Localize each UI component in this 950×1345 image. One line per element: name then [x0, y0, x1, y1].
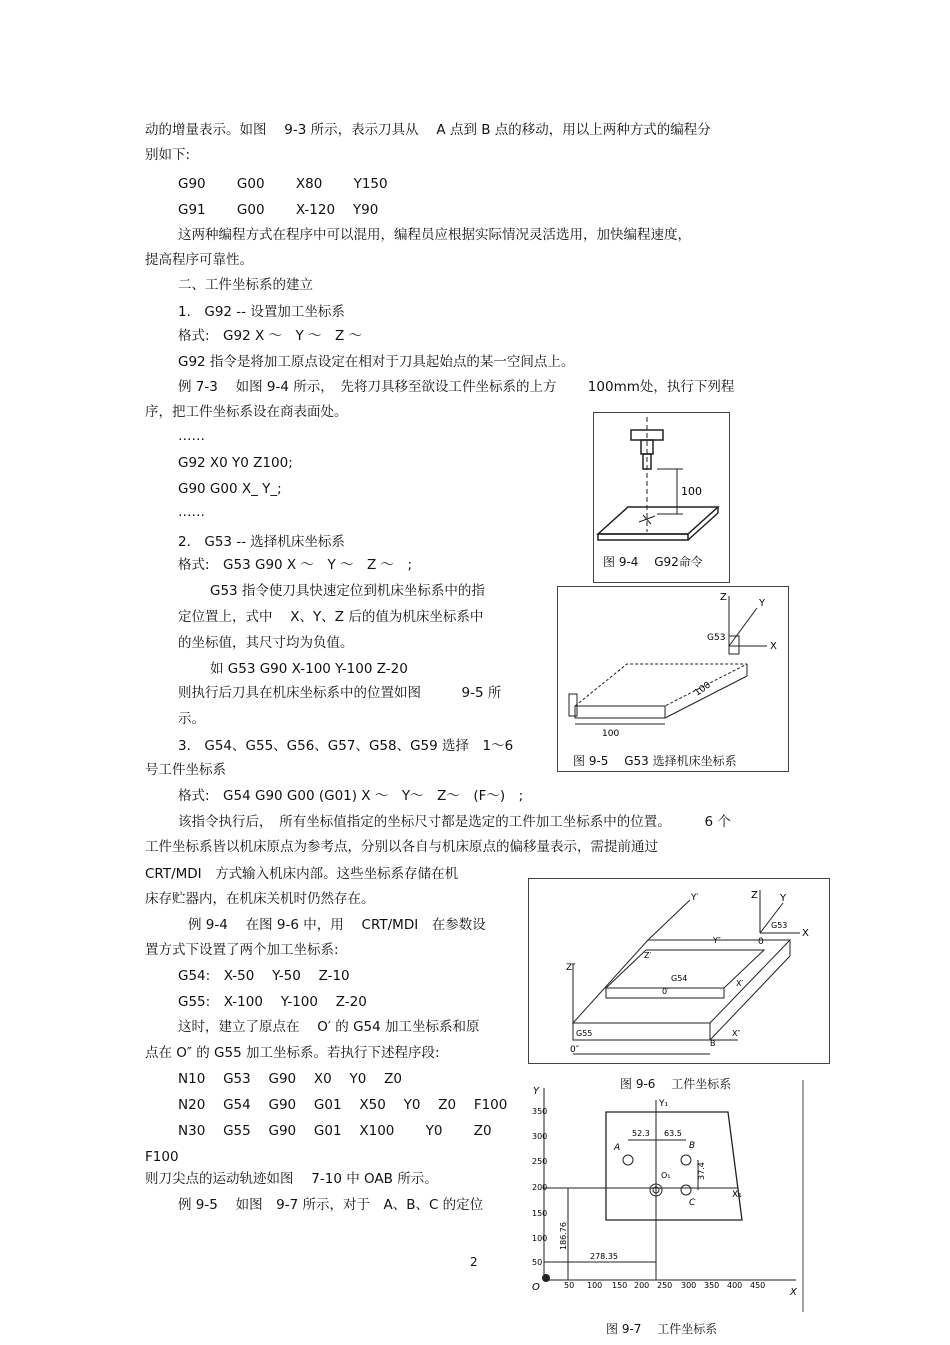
figure-9-5: [557, 586, 789, 772]
svg-text:C: C: [689, 1198, 696, 1208]
text-line: 例 9-4 在图 9-6 中，用 CRT/MDI 在参数设: [188, 917, 486, 933]
svg-text:450: 450: [750, 1281, 766, 1290]
code-line: G91 G00 X-120 Y90: [178, 202, 379, 218]
page-number: 2: [470, 1255, 478, 1269]
code-line: G90 G00 X80 Y150: [178, 176, 388, 192]
svg-text:250: 250: [657, 1281, 673, 1290]
svg-text:X: X: [790, 1287, 797, 1298]
svg-text:X: X: [802, 928, 809, 939]
text-line: 例 7-3 如图 9-4 所示， 先将刀具移至欲设工件坐标系的上方 100mm处，执行下列程: [178, 379, 735, 395]
text-line: 的坐标值，其尺寸均为负值。: [178, 635, 354, 651]
text-line: 示。: [178, 711, 205, 727]
text-line: 点在 O″ 的 G55 加工坐标系。若执行下述程序段:: [145, 1045, 440, 1061]
svg-text:G55: G55: [576, 1029, 593, 1038]
format-line: 格式: G92 X ～ Y ～ Z ～: [178, 328, 363, 344]
svg-text:100: 100: [532, 1234, 548, 1243]
g53-diagram: [557, 586, 789, 746]
svg-text:G53: G53: [707, 633, 726, 643]
svg-text:300: 300: [532, 1132, 548, 1141]
dim-100-label: 100: [681, 485, 702, 498]
text-line: G53 指令使刀具快速定位到机床坐标系中的指: [210, 583, 485, 599]
svg-text:G54: G54: [671, 974, 688, 983]
svg-text:150: 150: [612, 1281, 628, 1290]
text-line: 则刀尖点的运动轨迹如图 7-10 中 OAB 所示。: [145, 1171, 438, 1187]
svg-text:Y′: Y′: [691, 893, 699, 903]
svg-text:Y₁: Y₁: [659, 1099, 669, 1109]
svg-text:G53: G53: [771, 921, 788, 930]
svg-text:200: 200: [532, 1183, 548, 1192]
svg-text:100: 100: [602, 729, 620, 739]
figure-9-7: [528, 1080, 804, 1342]
svg-text:200: 200: [634, 1281, 650, 1290]
code-line: N30 G55 G90 G01 X100 Y0 Z0: [178, 1123, 492, 1139]
text-line: 别如下:: [145, 147, 191, 163]
svg-text:52.3: 52.3: [632, 1129, 650, 1138]
code-line: N20 G54 G90 G01 X50 Y0 Z0 F100: [178, 1097, 508, 1113]
subsection-heading: 3. G54、G55、G56、G57、G58、G59 选择 1～6: [178, 738, 514, 754]
svg-text:100: 100: [692, 680, 713, 699]
figure-9-6: [528, 878, 830, 1100]
code-line: N10 G53 G90 X0 Y0 Z0: [178, 1071, 403, 1087]
svg-text:63.5: 63.5: [664, 1129, 682, 1138]
g92-diagram: [593, 412, 731, 552]
text-line: 动的增量表示。如图 9-3 所示，表示刀具从 A 点到 B 点的移动，用以上两种方式的编程分: [145, 122, 711, 138]
figure-caption: 图 9-5 G53 选择机床坐标系: [573, 754, 737, 768]
text-line: 序，把工件坐标系设在商表面处。: [145, 404, 348, 420]
format-line: 格式: G54 G90 G00 (G01) X ～ Y～ Z～ (F～) ;: [178, 788, 524, 804]
text-line: 置方式下设置了两个加工坐标系:: [145, 942, 339, 958]
svg-text:37.4: 37.4: [697, 1162, 706, 1180]
figure-caption: 图 9-7 工件坐标系: [606, 1322, 718, 1336]
svg-text:X″: X″: [732, 1029, 741, 1038]
svg-text:350: 350: [704, 1281, 720, 1290]
code-line: 如 G53 G90 X-100 Y-100 Z-20: [210, 661, 408, 677]
svg-text:O₁: O₁: [661, 1171, 671, 1180]
text-line: 提高程序可靠性。: [145, 252, 253, 268]
svg-text:Z′: Z′: [644, 951, 652, 960]
svg-text:X: X: [770, 641, 777, 652]
svg-text:Y: Y: [533, 1086, 540, 1097]
svg-text:X′: X′: [736, 979, 744, 988]
work-coordinate-diagram: [528, 878, 830, 1064]
figure-9-4: [593, 412, 731, 584]
svg-text:350: 350: [532, 1107, 548, 1116]
svg-text:278.35: 278.35: [590, 1252, 618, 1261]
text-line: 这两种编程方式在程序中可以混用，编程员应根据实际情况灵活选用，加快编程速度，: [178, 227, 691, 243]
subsection-heading: 2. G53 -- 选择机床坐标系: [178, 534, 345, 550]
svg-text:A: A: [614, 1143, 621, 1153]
svg-text:Z″: Z″: [566, 963, 576, 973]
text-line: 这时，建立了原点在 O′ 的 G54 加工坐标系和原: [178, 1019, 480, 1035]
subsection-heading: 1. G92 -- 设置加工坐标系: [178, 304, 345, 320]
svg-text:X₁: X₁: [732, 1190, 742, 1200]
text-line: 床存贮器内，在机床关机时仍然存在。: [145, 891, 375, 907]
svg-text:50: 50: [532, 1258, 543, 1267]
svg-text:300: 300: [681, 1281, 697, 1290]
text-line: G92 指令是将加工原点设定在相对于刀具起始点的某一空间点上。: [178, 354, 575, 370]
text-line: 定位置上，式中 X、Y、Z 后的值为机床坐标系中: [178, 609, 484, 625]
svg-text:B: B: [689, 1141, 696, 1151]
figure-caption: 图 9-6 工件坐标系: [620, 1077, 732, 1091]
work-coordinate-plot: [528, 1080, 804, 1312]
format-line: 格式: G53 G90 X ～ Y ～ Z ～ ;: [178, 557, 413, 573]
svg-text:Y: Y: [759, 598, 766, 609]
svg-text:250: 250: [532, 1157, 548, 1166]
figure-caption: 图 9-4 G92命令: [603, 555, 703, 569]
svg-text:Z: Z: [751, 890, 758, 901]
svg-text:400: 400: [727, 1281, 743, 1290]
code-line: ……: [178, 504, 205, 520]
svg-text:186.76: 186.76: [559, 1222, 568, 1250]
text-line: 则执行后刀具在机床坐标系中的位置如图 9-5 所: [178, 685, 502, 701]
svg-text:O: O: [532, 1282, 540, 1293]
svg-text:Y″: Y″: [713, 936, 721, 945]
svg-text:0: 0: [758, 937, 764, 947]
code-line: G92 X0 Y0 Z100;: [178, 455, 293, 471]
svg-text:0′: 0′: [662, 987, 669, 996]
code-line: G90 G00 X_ Y_;: [178, 481, 282, 497]
svg-text:50: 50: [564, 1281, 575, 1290]
code-line: G55: X-100 Y-100 Z-20: [178, 994, 367, 1010]
svg-text:0″: 0″: [570, 1045, 580, 1055]
text-line: 号工件坐标系: [145, 762, 226, 778]
code-line: ……: [178, 428, 205, 444]
svg-text:Z: Z: [720, 592, 727, 603]
text-line: CRT/MDI 方式输入机床内部。这些坐标系存储在机: [145, 866, 459, 882]
code-line: G54: X-50 Y-50 Z-10: [178, 968, 350, 984]
svg-text:100: 100: [587, 1281, 603, 1290]
svg-text:150: 150: [532, 1209, 548, 1218]
svg-text:Y: Y: [780, 893, 787, 904]
svg-text:B: B: [710, 1039, 716, 1048]
code-line: F100: [145, 1149, 179, 1165]
text-line: 该指令执行后， 所有坐标值指定的坐标尺寸都是选定的工件加工坐标系中的位置。 6 个: [178, 814, 731, 830]
section-heading: 二、工件坐标系的建立: [178, 277, 313, 293]
text-line: 例 9-5 如图 9-7 所示，对于 A、B、C 的定位: [178, 1197, 484, 1213]
text-line: 工件坐标系皆以机床原点为参考点，分别以各自与机床原点的偏移量表示，需提前通过: [145, 839, 658, 855]
